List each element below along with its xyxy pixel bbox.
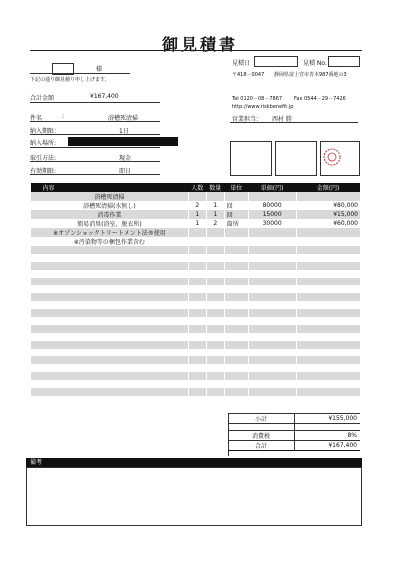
cell-people xyxy=(188,349,206,357)
tax-label: 消費税 xyxy=(228,431,295,441)
cell-desc: 浴槽死清掃(水無し) xyxy=(31,201,189,210)
header-amount: 金額(円) xyxy=(296,183,360,192)
cell-desc xyxy=(31,380,189,388)
totals-left-border xyxy=(228,413,230,456)
cell-qty xyxy=(206,309,224,317)
cell-people xyxy=(188,380,206,388)
cell-qty xyxy=(206,293,224,301)
payment-label: 取引方法: xyxy=(30,155,57,162)
cell-desc xyxy=(31,364,189,372)
cell-desc xyxy=(31,285,189,293)
cell-qty xyxy=(206,192,224,201)
cell-amount xyxy=(296,270,360,278)
cell-people xyxy=(188,270,206,278)
cell-qty xyxy=(206,356,224,364)
grand-total-label: 合計 xyxy=(228,441,295,451)
company-url[interactable]: http://www.riskbenefit.jp xyxy=(232,104,294,110)
cell-desc xyxy=(31,270,189,278)
cell-people: 1 xyxy=(188,219,206,228)
cell-desc: ※汚染物等の梱包作業含む xyxy=(31,237,189,246)
cell-amount: ¥15,000 xyxy=(296,210,360,219)
cell-unit xyxy=(224,254,248,262)
totals-spacer-value xyxy=(295,424,361,431)
cell-amount xyxy=(296,396,360,404)
staff-name: 西村 勝 xyxy=(272,116,292,123)
cell-people xyxy=(188,278,206,286)
cell-amount xyxy=(296,341,360,349)
cell-desc xyxy=(31,356,189,364)
cell-price xyxy=(248,254,296,262)
estimate-date-field[interactable] xyxy=(254,56,298,67)
cell-desc xyxy=(31,317,189,325)
estimate-no-field[interactable] xyxy=(328,56,360,67)
table-row xyxy=(31,325,361,333)
cell-unit xyxy=(224,388,248,396)
company-fax: Fax 0544－29－7426 xyxy=(294,96,346,102)
cell-unit xyxy=(224,341,248,349)
cell-unit xyxy=(224,333,248,341)
cell-price xyxy=(248,293,296,301)
cell-unit xyxy=(224,270,248,278)
cell-qty: 1 xyxy=(206,210,224,219)
cell-price xyxy=(248,278,296,286)
cell-price xyxy=(248,325,296,333)
table-row xyxy=(31,228,361,237)
estimate-date-label: 見積日 xyxy=(232,60,251,67)
cell-desc xyxy=(31,333,189,341)
cell-qty xyxy=(206,254,224,262)
cell-price xyxy=(248,364,296,372)
cell-people xyxy=(188,237,206,246)
stamp-box-3 xyxy=(320,141,360,176)
stamp-box-2 xyxy=(275,141,317,176)
cell-desc: 浴槽死清掃 xyxy=(31,192,189,201)
table-row xyxy=(31,317,361,325)
cell-qty xyxy=(206,228,224,237)
cell-desc xyxy=(31,372,189,380)
customer-underline xyxy=(30,73,130,74)
table-row xyxy=(31,333,361,341)
cell-unit xyxy=(224,192,248,201)
cell-people xyxy=(188,309,206,317)
cell-people xyxy=(188,285,206,293)
staff-underline xyxy=(230,122,358,123)
table-row xyxy=(31,309,361,317)
cell-qty xyxy=(206,246,224,254)
cell-qty xyxy=(206,333,224,341)
cell-qty xyxy=(206,341,224,349)
cell-desc xyxy=(31,396,189,404)
cell-unit: 回 xyxy=(224,201,248,210)
cell-price: 15000 xyxy=(248,210,296,219)
cell-people xyxy=(188,364,206,372)
cell-people xyxy=(188,246,206,254)
cell-people: 1 xyxy=(188,210,206,219)
cell-amount xyxy=(296,293,360,301)
cell-amount xyxy=(296,317,360,325)
cell-qty xyxy=(206,317,224,325)
cell-people xyxy=(188,325,206,333)
table-header-row xyxy=(31,183,361,192)
cell-people xyxy=(188,356,206,364)
cell-unit xyxy=(224,380,248,388)
table-row xyxy=(31,364,361,372)
cell-unit xyxy=(224,349,248,357)
stamp-box-1 xyxy=(230,141,272,176)
table-row xyxy=(31,219,361,228)
cell-price xyxy=(248,349,296,357)
payment-value: 現金 xyxy=(119,155,132,162)
cell-price xyxy=(248,341,296,349)
cell-price: 80000 xyxy=(248,201,296,210)
cell-desc xyxy=(31,246,189,254)
cell-price xyxy=(248,237,296,246)
cell-qty xyxy=(206,380,224,388)
cell-amount xyxy=(296,388,360,396)
cell-amount xyxy=(296,246,360,254)
cell-unit xyxy=(224,309,248,317)
table-row xyxy=(31,270,361,278)
deadline-underline xyxy=(30,134,160,135)
cell-unit xyxy=(224,228,248,237)
cell-qty xyxy=(206,364,224,372)
cell-qty xyxy=(206,270,224,278)
cell-qty xyxy=(206,325,224,333)
cell-price xyxy=(248,192,296,201)
cell-price xyxy=(248,388,296,396)
cell-price xyxy=(248,372,296,380)
table-row xyxy=(31,380,361,388)
subject-sep: : xyxy=(62,113,65,120)
page-title: 御見積書 xyxy=(161,35,238,54)
cell-desc: 簡易消臭(浴室、脱衣所) xyxy=(31,219,189,228)
cell-price xyxy=(248,270,296,278)
header-qty: 数量 xyxy=(206,183,224,192)
cell-unit xyxy=(224,237,248,246)
subject-label: 件名 xyxy=(30,115,43,122)
cell-amount xyxy=(296,262,360,270)
cell-price xyxy=(248,228,296,237)
cell-unit xyxy=(224,356,248,364)
header-unit: 単位 xyxy=(224,183,248,192)
cell-amount xyxy=(296,356,360,364)
cell-desc xyxy=(31,254,189,262)
place-redacted xyxy=(68,137,178,146)
table-row xyxy=(31,201,361,210)
header-desc: 内容 xyxy=(31,183,189,192)
table-row xyxy=(31,349,361,357)
cell-qty xyxy=(206,349,224,357)
place-label: 納入場所: xyxy=(30,140,57,147)
total-amount-value: ¥167,400 xyxy=(90,93,119,100)
valid-underline xyxy=(30,174,160,175)
cell-desc xyxy=(31,262,189,270)
cell-price xyxy=(248,317,296,325)
cell-desc xyxy=(31,293,189,301)
company-postal: 〒418－0047 xyxy=(232,72,265,78)
cell-amount xyxy=(296,349,360,357)
table-row xyxy=(31,293,361,301)
cell-price: 30000 xyxy=(248,219,296,228)
cell-unit xyxy=(224,285,248,293)
table-row xyxy=(31,192,361,201)
cell-desc xyxy=(31,388,189,396)
cell-people xyxy=(188,228,206,237)
subtotal-value: ¥155,000 xyxy=(328,415,357,422)
cell-desc xyxy=(31,349,189,357)
cell-amount xyxy=(296,380,360,388)
cell-qty xyxy=(206,285,224,293)
subtotal-label: 小計 xyxy=(228,414,295,424)
table-row xyxy=(31,210,361,219)
cell-people xyxy=(188,333,206,341)
company-seal-icon xyxy=(321,142,359,175)
cell-amount xyxy=(296,237,360,246)
cell-unit xyxy=(224,262,248,270)
cell-people xyxy=(188,372,206,380)
total-amount-label: 合計金額 xyxy=(30,95,55,102)
cell-amount xyxy=(296,301,360,309)
cell-amount xyxy=(296,364,360,372)
cell-unit xyxy=(224,278,248,286)
estimate-no-label: 見積 No. xyxy=(303,60,327,67)
cell-price xyxy=(248,301,296,309)
cell-unit xyxy=(224,372,248,380)
cell-people xyxy=(188,262,206,270)
cell-qty xyxy=(206,396,224,404)
cell-qty xyxy=(206,372,224,380)
cell-people: 2 xyxy=(188,201,206,210)
customer-suffix: 様 xyxy=(96,66,103,73)
table-row xyxy=(31,396,361,404)
cell-desc xyxy=(31,341,189,349)
cell-unit: 箇所 xyxy=(224,219,248,228)
cell-unit xyxy=(224,246,248,254)
cell-amount xyxy=(296,278,360,286)
tax-rate: 8% xyxy=(347,432,357,439)
table-row xyxy=(31,237,361,246)
cell-desc xyxy=(31,309,189,317)
cell-unit xyxy=(224,325,248,333)
remarks-area[interactable] xyxy=(26,467,362,526)
cell-people xyxy=(188,388,206,396)
cell-people xyxy=(188,301,206,309)
valid-label: 有効期限: xyxy=(30,168,57,175)
header-people: 人数 xyxy=(188,183,206,192)
total-underline xyxy=(30,102,160,103)
cell-amount xyxy=(296,372,360,380)
cell-people xyxy=(188,254,206,262)
customer-note: 下記の通り御見積り申し上げます。 xyxy=(30,77,110,83)
cell-desc xyxy=(31,301,189,309)
cell-price xyxy=(248,396,296,404)
cell-amount xyxy=(296,192,360,201)
cell-people xyxy=(188,396,206,404)
table-row xyxy=(31,285,361,293)
cell-price xyxy=(248,262,296,270)
table-row xyxy=(31,341,361,349)
remarks-header: 備考 xyxy=(26,458,362,467)
cell-qty xyxy=(206,301,224,309)
cell-amount xyxy=(296,309,360,317)
payment-underline xyxy=(30,161,160,162)
table-row xyxy=(31,246,361,254)
deadline-label: 納入期限： xyxy=(30,128,61,135)
cell-qty: 2 xyxy=(206,219,224,228)
cell-qty xyxy=(206,262,224,270)
table-row xyxy=(31,262,361,270)
cell-qty xyxy=(206,388,224,396)
cell-qty: 1 xyxy=(206,201,224,210)
cell-price xyxy=(248,246,296,254)
deadline-value: 1日 xyxy=(119,128,129,135)
table-row xyxy=(31,278,361,286)
cell-amount xyxy=(296,285,360,293)
table-row xyxy=(31,388,361,396)
staff-label: 営業担当： xyxy=(232,116,263,123)
totals-spacer-label xyxy=(228,424,295,431)
items-table xyxy=(30,183,360,404)
subject-underline xyxy=(30,121,160,122)
cell-qty xyxy=(206,278,224,286)
cell-people xyxy=(188,317,206,325)
totals-table xyxy=(228,413,360,451)
cell-desc: ※オゾンショックトリートメント法®使用 xyxy=(31,228,189,237)
cell-desc xyxy=(31,278,189,286)
subject-value: 浴槽死清掃 xyxy=(108,115,139,122)
cell-amount: ¥80,000 xyxy=(296,201,360,210)
cell-amount xyxy=(296,254,360,262)
cell-unit xyxy=(224,293,248,301)
place-underline xyxy=(30,147,160,148)
cell-desc xyxy=(31,325,189,333)
table-row xyxy=(31,356,361,364)
cell-price xyxy=(248,356,296,364)
cell-unit: 回 xyxy=(224,210,248,219)
cell-price xyxy=(248,309,296,317)
title-divider xyxy=(30,50,362,51)
cell-unit xyxy=(224,301,248,309)
company-address: 静岡県富士宮市青木987番地の3 xyxy=(274,72,347,78)
cell-amount xyxy=(296,228,360,237)
cell-unit xyxy=(224,317,248,325)
cell-amount xyxy=(296,333,360,341)
table-row xyxy=(31,254,361,262)
cell-people xyxy=(188,341,206,349)
cell-price xyxy=(248,380,296,388)
cell-desc: 消毒作業 xyxy=(31,210,189,219)
cell-amount: ¥60,000 xyxy=(296,219,360,228)
cell-price xyxy=(248,333,296,341)
cell-qty xyxy=(206,237,224,246)
cell-people xyxy=(188,293,206,301)
table-row xyxy=(31,301,361,309)
valid-value: 即日 xyxy=(119,168,132,175)
cell-amount xyxy=(296,325,360,333)
header-price: 単価(円) xyxy=(248,183,296,192)
company-tel: Tel 0120－08－7867 xyxy=(232,96,283,102)
table-row xyxy=(31,372,361,380)
grand-total-value: ¥167,400 xyxy=(328,442,357,449)
cell-price xyxy=(248,285,296,293)
cell-people xyxy=(188,192,206,201)
cell-unit xyxy=(224,396,248,404)
cell-unit xyxy=(224,364,248,372)
